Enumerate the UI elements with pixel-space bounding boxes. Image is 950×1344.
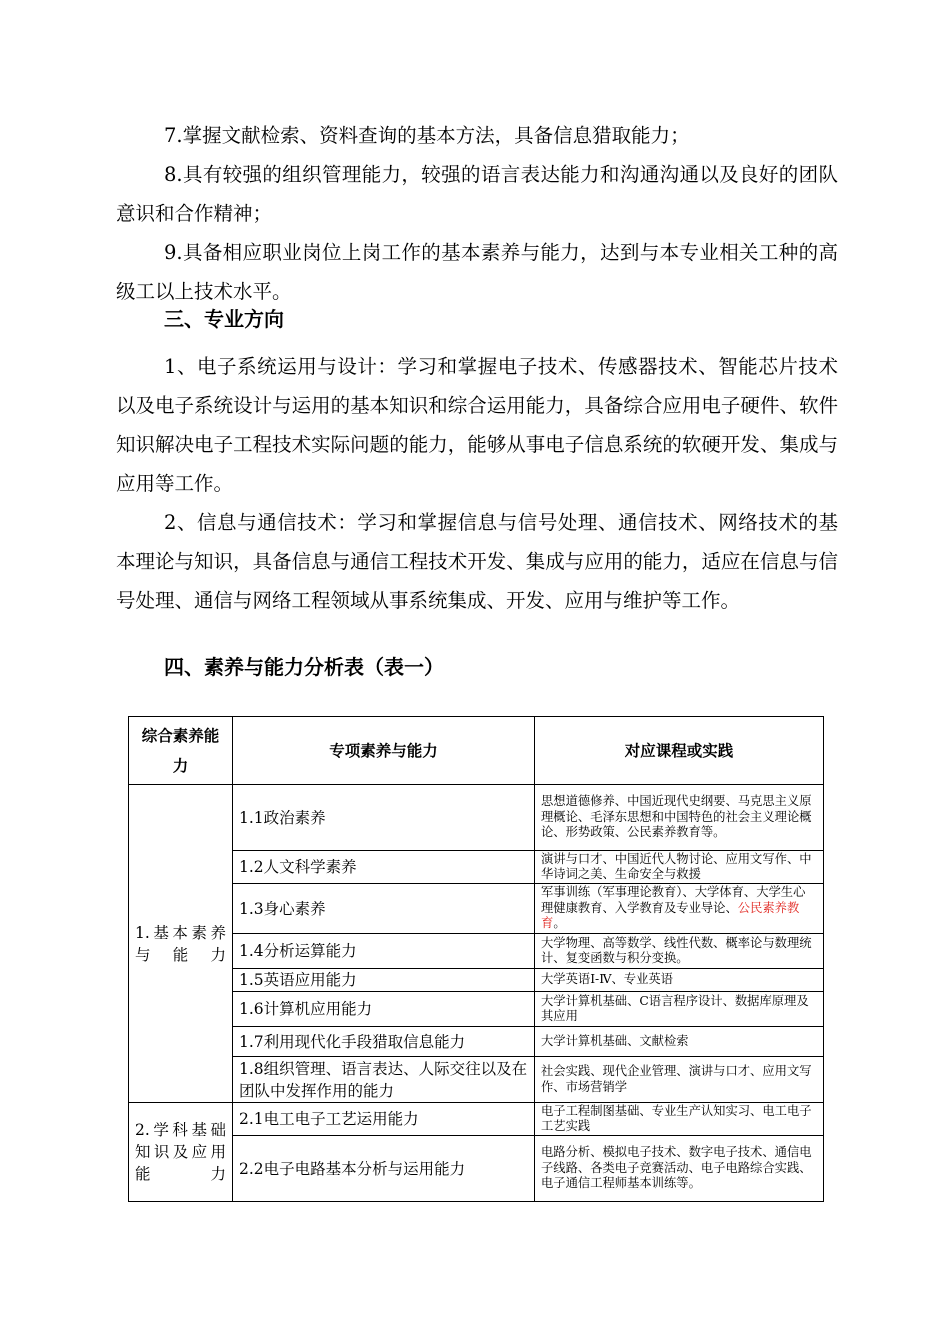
ability-cell: 1.5英语应用能力 (233, 969, 535, 992)
table-header-row (129, 717, 824, 785)
paragraph-9: 9.具备相应职业岗位上岗工作的基本素养与能力，达到与本专业相关工种的高级工以上技术水平。 (116, 241, 838, 303)
highlighted-course: 公民素养教育 (541, 900, 800, 931)
courses-cell: 大学计算机基础、文献检索 (535, 1027, 824, 1057)
table-row (129, 1136, 824, 1202)
header-special: 专项素养与能力 (233, 717, 535, 785)
ability-cell: 1.8组织管理、语言表达、人际交往以及在团队中发挥作用的能力 (233, 1057, 535, 1103)
ability-analysis-table (128, 716, 824, 1202)
section-3-item-1: 1、电子系统运用与设计：学习和掌握电子技术、传感器技术、智能芯片技术以及电子系统设计与运用的基本知识和综合运用能力，具备综合应用电子硬件、软件知识解决电子工程技术实际问题的能力，能够从事电子信息系统的软硬开发、集成与应用等工作。 (116, 355, 838, 495)
table-row (129, 992, 824, 1027)
courses-text-tail: 。 (553, 916, 566, 931)
ability-cell: 2.2电子电路基本分析与运用能力 (233, 1136, 535, 1202)
header-courses: 对应课程或实践 (535, 717, 824, 785)
table-row (129, 1103, 824, 1136)
ability-cell: 1.1政治素养 (233, 785, 535, 851)
ability-cell: 2.1电工电子工艺运用能力 (233, 1103, 535, 1136)
courses-cell: 思想道德修养、中国近现代史纲要、马克思主义原理概论、毛泽东思想和中国特色的社会主义理论概论、形势政策、公民素养教育等。 (535, 785, 824, 851)
courses-cell (535, 884, 824, 934)
table-row (129, 934, 824, 969)
section-3-heading: 三、专业方向 (164, 307, 284, 331)
ability-cell: 1.6计算机应用能力 (233, 992, 535, 1027)
group-label-discipline: 2.学科基础知识及应用能力 (129, 1103, 233, 1202)
table-row (129, 1057, 824, 1103)
group-label-basic: 1.基本素养与能力 (129, 785, 233, 1103)
courses-cell: 电子工程制图基础、专业生产认知实习、电工电子工艺实践 (535, 1103, 824, 1136)
section-4-heading: 四、素养与能力分析表（表一） (164, 655, 444, 679)
courses-cell: 大学英语Ⅰ-Ⅳ、专业英语 (535, 969, 824, 992)
section-3-item-2: 2、信息与通信技术：学习和掌握信息与信号处理、通信技术、网络技术的基本理论与知识，具备信息与通信工程技术开发、集成与应用的能力，适应在信息与信号处理、通信与网络工程领域从事系统集成、开发、应用与维护等工作。 (116, 511, 838, 612)
courses-cell: 社会实践、现代企业管理、演讲与口才、应用文写作、市场营销学 (535, 1057, 824, 1103)
table-row (129, 884, 824, 934)
table-row (129, 1027, 824, 1057)
table-row (129, 851, 824, 884)
ability-cell: 1.3身心素养 (233, 884, 535, 934)
ability-cell: 1.2人文科学素养 (233, 851, 535, 884)
courses-cell: 电路分析、模拟电子技术、数字电子技术、通信电子线路、各类电子竞赛活动、电子电路综合实践、电子通信工程师基本训练等。 (535, 1136, 824, 1202)
paragraph-8: 8.具有较强的组织管理能力，较强的语言表达能力和沟通沟通以及良好的团队意识和合作精神； (116, 163, 838, 225)
paragraph-7: 7.掌握文献检索、资料查询的基本方法，具备信息猎取能力； (164, 124, 690, 147)
table-row (129, 785, 824, 851)
courses-cell: 大学计算机基础、C语言程序设计、数据库原理及其应用 (535, 992, 824, 1027)
courses-cell: 大学物理、高等数学、线性代数、概率论与数理统计、复变函数与积分变换。 (535, 934, 824, 969)
ability-cell: 1.7利用现代化手段猎取信息能力 (233, 1027, 535, 1057)
courses-cell: 演讲与口才、中国近代人物讨论、应用文写作、中华诗词之美、生命安全与救援 (535, 851, 824, 884)
table-row (129, 969, 824, 992)
ability-cell: 1.4分析运算能力 (233, 934, 535, 969)
header-comprehensive: 综合素养能力 (129, 717, 233, 785)
courses-text: 军事训练（军事理论教育）、大学体育、大学生心理健康教育、入学教育及专业导论、 (541, 885, 806, 915)
